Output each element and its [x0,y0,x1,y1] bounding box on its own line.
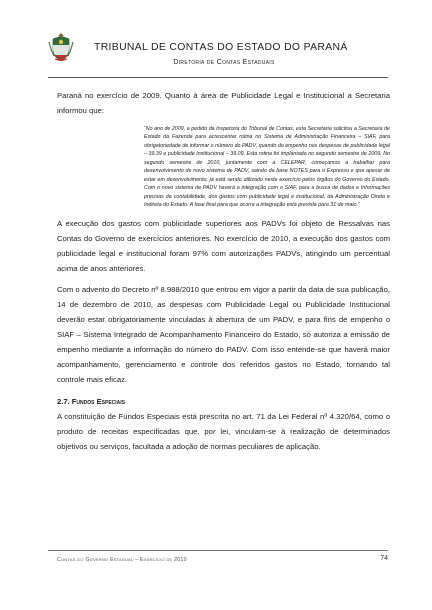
document-body [57,88,390,454]
page-number: 74 [380,555,388,562]
paragraph-funds: A constituição de Fundos Especiais está prescrita no art. 71 da Lei Federal nº 4.320/64, como o produto de receitas especificadas que, por lei, vinculam-se à realização de determinados objetivos ou serviços, facultada a adoção de normas peculiares de aplicação. [57,411,390,451]
footer-divider [48,550,388,551]
header-subtitle: Diretoria de Contas Estaduais [173,59,275,66]
header-divider [48,77,388,78]
header-title: TRIBUNAL DE CONTAS DO ESTADO DO PARANÁ [94,42,348,53]
footer-caption: Contas do Governo Estadual – Exercício de 2010 [57,557,187,563]
paragraph-intro: Paraná no exercício de 2009. Quanto à área de Publicidade Legal e Institucional a Secretaria informou que: [57,91,390,115]
block-quote: “No ano de 2009, a pedido da Inspetoria do Tribunal de Contas, esta Secretaria solicitou a Secretaria de Estado da Fazenda para acrescentar rotina no Sistema de Administração Financeira – SIAF, para obrigatoriedade de informar o número do PADV, quando do empenho nas despesas de publicidade legal – 39.39 e publicidade Institucional – 39.09. Esta rotina foi implantada no segundo semestre de 2009. No segundo semestre de 2010, juntamente com a CELEPAR, começamos a trabalhar para desenvolvimento de novo sistema de PADV, saindo da base NOTES para o Expresso e que apesar de estar em desenvolvimento, já está sendo utilizado neste exercício pelos órgãos do Governo do Estado. Com o novo sistema de PADV haverá a integração com o SIAF, para a busca de dados e Informações precisas da contabilidade, dos gastos com publicidade legal e institucional, da Administração Direta e Indireta do Estado. A fase final para que ocorra a integração está prevista para 31 de maio.” [144,126,390,209]
page-header [48,32,388,78]
paragraph-execution: A execução dos gastos com publicidade superiores aos PADVs foi objeto de Ressalvas nas Contas do Governo de exercícios anteriores. No exercício de 2010, a execução dos gastos com publicidade legal e institucional foram 97% com autorizações PADVs, atingindo um percentual acima de anos anteriores. [57,218,390,273]
section-heading: 2.7. Fundos Especiais [57,396,125,406]
coat-of-arms-icon [48,32,74,62]
paragraph-decree: Com o advento do Decreto nº 8.988/2010 que entrou em vigor a partir da data de sua publicação, 14 de dezembro de 2010, as despesas com Publicidade Legal ou Publicidade Institucional deverão estar obrigatoriamente vinculadas à abertura de um PADV, e para fins de empenho o SIAF – Sistema Integrado de Acompanhamento Financeiro do Estado, só autoriza a emissão de empenho mediante a informação do número do PADV. Com isso entende-se que haverá maior acompanhamento, gerenciamento e controle dos referidos gastos no Estado, tornando tal controle mais eficaz. [57,284,390,384]
